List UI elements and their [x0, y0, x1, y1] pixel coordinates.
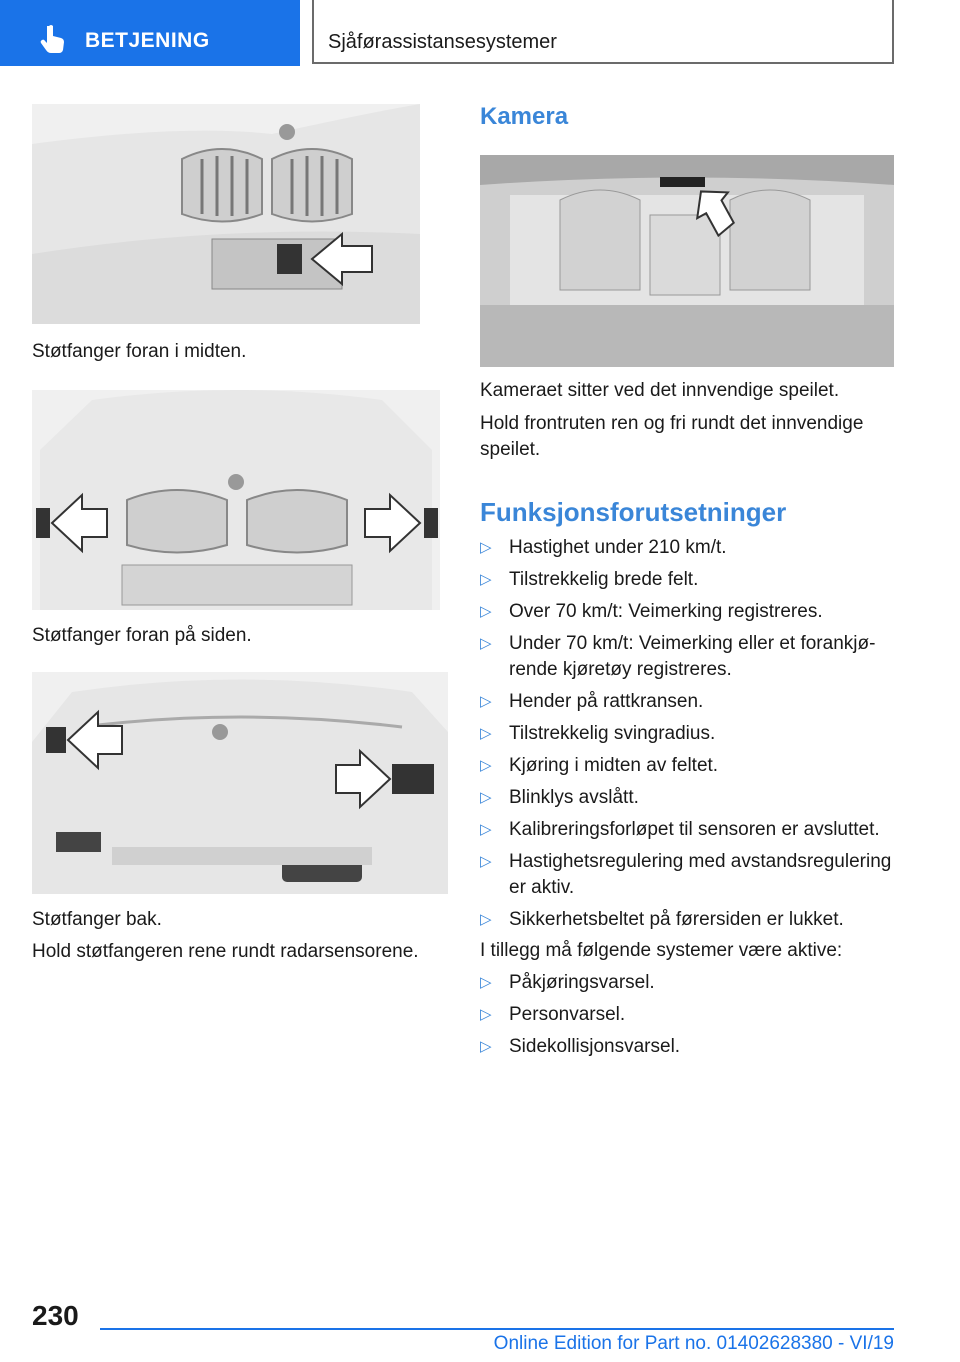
- systems-list: [480, 970, 900, 1066]
- radar-note: Hold støtfangeren rene rundt radarsensorene.: [32, 941, 419, 962]
- list-item: ▷ Kjøring i midten av feltet.: [480, 753, 900, 779]
- triangle-bullet-icon: ▷: [480, 1006, 492, 1023]
- triangle-bullet-icon: ▷: [480, 539, 492, 556]
- camera-text-2: Hold frontruten ren og fri rundt det innvendige speilet.: [480, 413, 864, 460]
- list-item: ▷ Blinklys avslått.: [480, 785, 900, 811]
- triangle-bullet-icon: ▷: [480, 821, 492, 838]
- requirements-list: [480, 535, 900, 939]
- chapter-header: [312, 0, 894, 64]
- systems-intro: I tillegg må følgende systemer være aktive:: [480, 940, 843, 961]
- list-item: ▷ Sidekollisjonsvarsel.: [480, 1034, 900, 1060]
- pointing-hand-icon: [40, 24, 66, 54]
- footer-edition: Online Edition for Part no. 01402628380 - VI/19: [493, 1333, 894, 1354]
- camera-heading: Kamera: [480, 103, 569, 130]
- list-item: ▷ Over 70 km/t: Veimerking registreres.: [480, 599, 900, 625]
- list-item: ▷ Sikkerhetsbeltet på førersiden er lukket.: [480, 907, 900, 933]
- triangle-bullet-icon: ▷: [480, 789, 492, 806]
- triangle-bullet-icon: ▷: [480, 974, 492, 991]
- page-number: 230: [32, 1300, 79, 1331]
- fig2-caption: Støtfanger foran på siden.: [32, 625, 252, 646]
- fig1-caption: Støtfanger foran i midten.: [32, 341, 247, 362]
- list-item: ▷ Hastighetsregulering med avstandsregulering er aktiv.: [480, 851, 892, 898]
- section-tab-label: BETJENING: [85, 29, 210, 52]
- figure-camera-interior: [480, 155, 894, 367]
- triangle-bullet-icon: ▷: [480, 693, 492, 710]
- list-item: ▷ Tilstrekkelig brede felt.: [480, 567, 900, 593]
- fig3-caption: Støtfanger bak.: [32, 909, 162, 930]
- triangle-bullet-icon: ▷: [480, 571, 492, 588]
- triangle-bullet-icon: ▷: [480, 725, 492, 742]
- figure-front-bumper-side: [32, 390, 440, 610]
- section-tab[interactable]: [0, 0, 300, 66]
- triangle-bullet-icon: ▷: [480, 757, 492, 774]
- list-item: ▷ Hender på rattkransen.: [480, 689, 900, 715]
- list-item: ▷ Tilstrekkelig svingradius.: [480, 721, 900, 747]
- triangle-bullet-icon: ▷: [480, 1038, 492, 1055]
- triangle-bullet-icon: ▷: [480, 853, 492, 870]
- triangle-bullet-icon: ▷: [480, 911, 492, 928]
- requirements-heading: Funksjonsforutsetninger: [480, 497, 787, 527]
- triangle-bullet-icon: ▷: [480, 635, 492, 652]
- list-item: ▷ Under 70 km/t: Veimerking eller et forankjørende kjøretøy registreres.: [480, 633, 876, 680]
- camera-text-1: Kameraet sitter ved det innvendige speilet.: [480, 380, 840, 401]
- list-item: ▷ Kalibreringsforløpet til sensoren er avsluttet.: [480, 817, 900, 843]
- chapter-title: Sjåførassistansesystemer: [328, 31, 557, 53]
- footer-divider: [100, 1328, 894, 1330]
- triangle-bullet-icon: ▷: [480, 603, 492, 620]
- list-item: ▷ Hastighet under 210 km/t.: [480, 535, 900, 561]
- list-item: ▷ Påkjøringsvarsel.: [480, 970, 900, 996]
- figure-front-bumper-center: [32, 104, 420, 324]
- figure-rear-bumper: [32, 672, 448, 894]
- list-item: ▷ Personvarsel.: [480, 1002, 900, 1028]
